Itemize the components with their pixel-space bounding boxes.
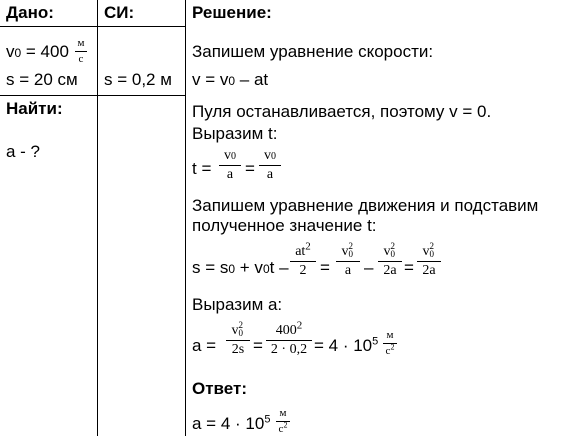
header-underline-given <box>0 26 186 27</box>
answer-label: Ответ: <box>192 379 247 398</box>
motion-equals-1: = <box>320 258 330 277</box>
si-header: СИ: <box>104 3 135 22</box>
t-equals: = <box>245 159 255 178</box>
find-divider <box>0 95 186 96</box>
find-item: a - ? <box>6 142 41 161</box>
t-frac-2: v0 a <box>259 149 281 182</box>
motion-equation-prefix: s = s0 + v0t – <box>192 258 289 277</box>
motion-equals-2: = <box>404 258 414 277</box>
t-equation-prefix: t = <box>192 159 212 178</box>
a-equals-1: = <box>253 336 263 355</box>
given-header: Дано: <box>6 3 54 22</box>
solution-line-motion-b: полученное значение t: <box>192 216 377 235</box>
a-result-unit: м $с^2$ <box>383 330 397 357</box>
answer-unit: м $с^2$ <box>276 408 290 435</box>
motion-frac-v0sq-a: v 2 0 a <box>336 245 360 278</box>
motion-frac-v0sq-2a-1: v 2 0 2a <box>378 245 402 278</box>
motion-frac-v0sq-2a-2: v 2 0 2a <box>417 245 441 278</box>
column-divider-2 <box>185 0 186 436</box>
a-frac-v0sq-2s: v 2 0 2s <box>226 324 250 357</box>
solution-line-stop: Пуля останавливается, поэтому v = 0. <box>192 102 492 121</box>
solution-header: Решение: <box>192 3 272 22</box>
motion-minus: – <box>364 258 374 277</box>
t-frac-1: v0 a <box>219 149 241 182</box>
solution-line-motion-a: Запишем уравнение движения и подставим <box>192 196 539 215</box>
velocity-equation: v = v0 – at <box>192 70 269 89</box>
given-s: s = 20 см <box>6 70 78 89</box>
column-divider-1 <box>97 0 98 436</box>
solution-line-velocity: Запишем уравнение скорости: <box>192 42 434 61</box>
solution-line-express-a: Выразим a: <box>192 295 283 314</box>
a-equation-prefix: a = <box>192 336 217 355</box>
a-frac-400sq: $400^2$ 2 · 0,2 <box>266 324 312 357</box>
answer-value: $a = 4 \cdot 10^5$ <box>192 413 271 433</box>
given-v0: v0 = 400 <box>6 42 69 61</box>
motion-frac-at2: $at^2$ 2 <box>290 245 316 278</box>
a-result: = $4 \cdot 10^5$ <box>314 335 379 355</box>
solution-line-express-t: Выразим t: <box>192 124 278 143</box>
find-header: Найти: <box>6 99 63 118</box>
si-s: s = 0,2 м <box>104 70 172 89</box>
given-v0-unit: м с <box>75 38 87 65</box>
